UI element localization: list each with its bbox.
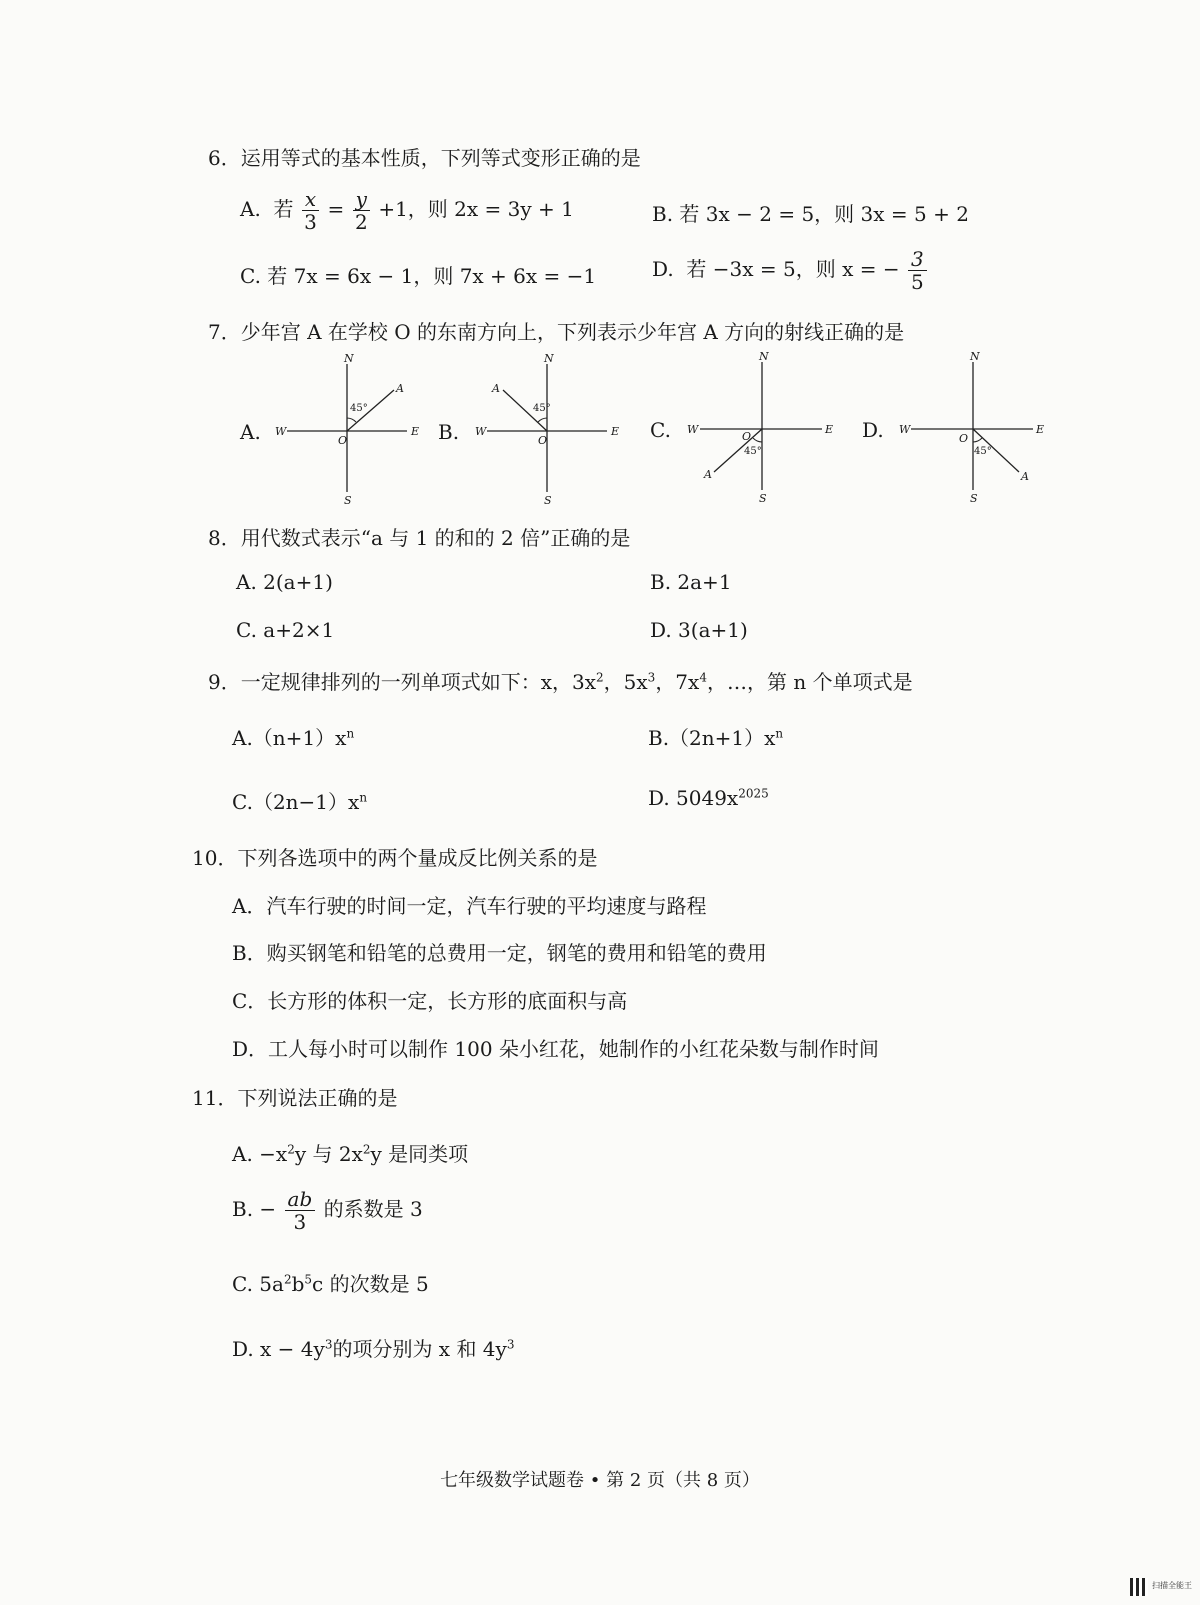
svg-text:A: A <box>396 382 404 395</box>
q7-diagram-b <box>470 352 630 507</box>
svg-text:O: O <box>338 434 348 447</box>
q6-option-a: A. 若 $\frac{x}{3}$ = $\frac{y}{2}$ +1，则 2x = 3y + 1 <box>240 187 574 234</box>
svg-text:O: O <box>959 432 969 445</box>
q7-diagram-c <box>682 350 842 505</box>
q7-label-a: A. <box>240 420 261 444</box>
q6-option-c: C. 若 7x = 6x − 1，则 7x + 6x = −1 <box>240 264 597 288</box>
svg-text:W: W <box>899 423 911 436</box>
svg-text:W: W <box>687 423 699 436</box>
scanner-watermark: 扫描全能王 <box>1152 1581 1192 1590</box>
q10-stem: 10．下列各选项中的两个量成反比例关系的是 <box>192 846 598 870</box>
q9-option-b: $B.(2n+1)x^n$ <box>648 726 784 750</box>
svg-text:N: N <box>544 352 554 365</box>
svg-text:E: E <box>411 425 420 438</box>
svg-text:S: S <box>970 492 978 505</box>
svg-text:S: S <box>344 494 352 507</box>
q7-diagram-a <box>272 352 432 507</box>
q9-stem: 9．一定规律排列的一列单项式如下：x，$3x^2$，$5x^3$，$7x^4$，…，第 n 个单项式是 <box>208 670 913 694</box>
q8-stem: 8．用代数式表示“a 与 1 的和的 2 倍”正确的是 <box>208 526 631 550</box>
svg-text:O: O <box>538 434 548 447</box>
q7-stem: 7．少年宫 A 在学校 O 的东南方向上，下列表示少年宫 A 方向的射线正确的是 <box>208 320 905 344</box>
q8-option-d: D. 3(a+1) <box>650 618 748 642</box>
svg-text:N: N <box>344 352 354 365</box>
q11-option-c: C. $5a^2b^5c$ 的次数是 5 <box>232 1272 429 1296</box>
page-footer: 七年级数学试题卷 • 第 2 页（共 8 页） <box>440 1470 760 1491</box>
q9-option-a: $A.(n+1)x^n$ <box>232 726 355 750</box>
svg-text:W: W <box>275 425 287 438</box>
svg-text:E: E <box>611 425 620 438</box>
q11-option-a: A. $-x^2y$ 与 $2x^2y$ 是同类项 <box>232 1142 469 1166</box>
svg-text:A: A <box>492 382 500 395</box>
q10-option-d: D．工人每小时可以制作 100 朵小红花，她制作的小红花朵数与制作时间 <box>232 1037 879 1061</box>
q7-label-b: B. <box>438 420 460 444</box>
q10-option-b: B．购买钢笔和铅笔的总费用一定，钢笔的费用和铅笔的费用 <box>232 941 767 965</box>
q11-option-b: B. − $\frac{ab}{3}$ 的系数是 3 <box>232 1187 423 1234</box>
q8-option-c: C. a+2×1 <box>236 618 335 642</box>
svg-text:45°: 45° <box>744 446 762 457</box>
svg-text:O: O <box>742 430 752 443</box>
q9-option-c: $C.(2n-1)x^n$ <box>232 790 368 814</box>
q7-label-c: C. <box>650 418 671 442</box>
svg-text:A: A <box>704 468 712 481</box>
svg-text:E: E <box>1036 423 1045 436</box>
svg-text:N: N <box>759 350 769 363</box>
q8-option-b: B. 2a+1 <box>650 570 732 594</box>
svg-text:N: N <box>970 350 980 363</box>
q6-option-d: D. 若 −3x = 5，则 x = − $\frac{3}{5}$ <box>652 248 929 293</box>
q11-option-d: D. $x - 4y^3$的项分别为 x 和 $4y^3$ <box>232 1337 515 1361</box>
q6-option-b: B. 若 3x − 2 = 5，则 3x = 5 + 2 <box>652 202 969 226</box>
svg-text:S: S <box>759 492 767 505</box>
svg-text:S: S <box>544 494 552 507</box>
qr-code-icon <box>1130 1578 1148 1596</box>
q10-option-a: A．汽车行驶的时间一定，汽车行驶的平均速度与路程 <box>232 894 707 918</box>
q7-label-d: D. <box>862 418 884 442</box>
svg-text:45°: 45° <box>533 403 551 414</box>
q11-stem: 11．下列说法正确的是 <box>192 1086 398 1110</box>
q10-option-c: C．长方形的体积一定，长方形的底面积与高 <box>232 989 628 1013</box>
svg-text:E: E <box>825 423 834 436</box>
svg-text:A: A <box>1021 470 1029 483</box>
svg-text:W: W <box>475 425 487 438</box>
q8-option-a: A. 2(a+1) <box>236 570 333 594</box>
svg-text:45°: 45° <box>350 403 368 414</box>
q6-stem: 6．运用等式的基本性质，下列等式变形正确的是 <box>208 146 641 170</box>
q7-diagram-d <box>896 350 1056 505</box>
svg-text:45°: 45° <box>974 446 992 457</box>
q9-option-d: D. $5049x^{2025}$ <box>648 786 769 810</box>
